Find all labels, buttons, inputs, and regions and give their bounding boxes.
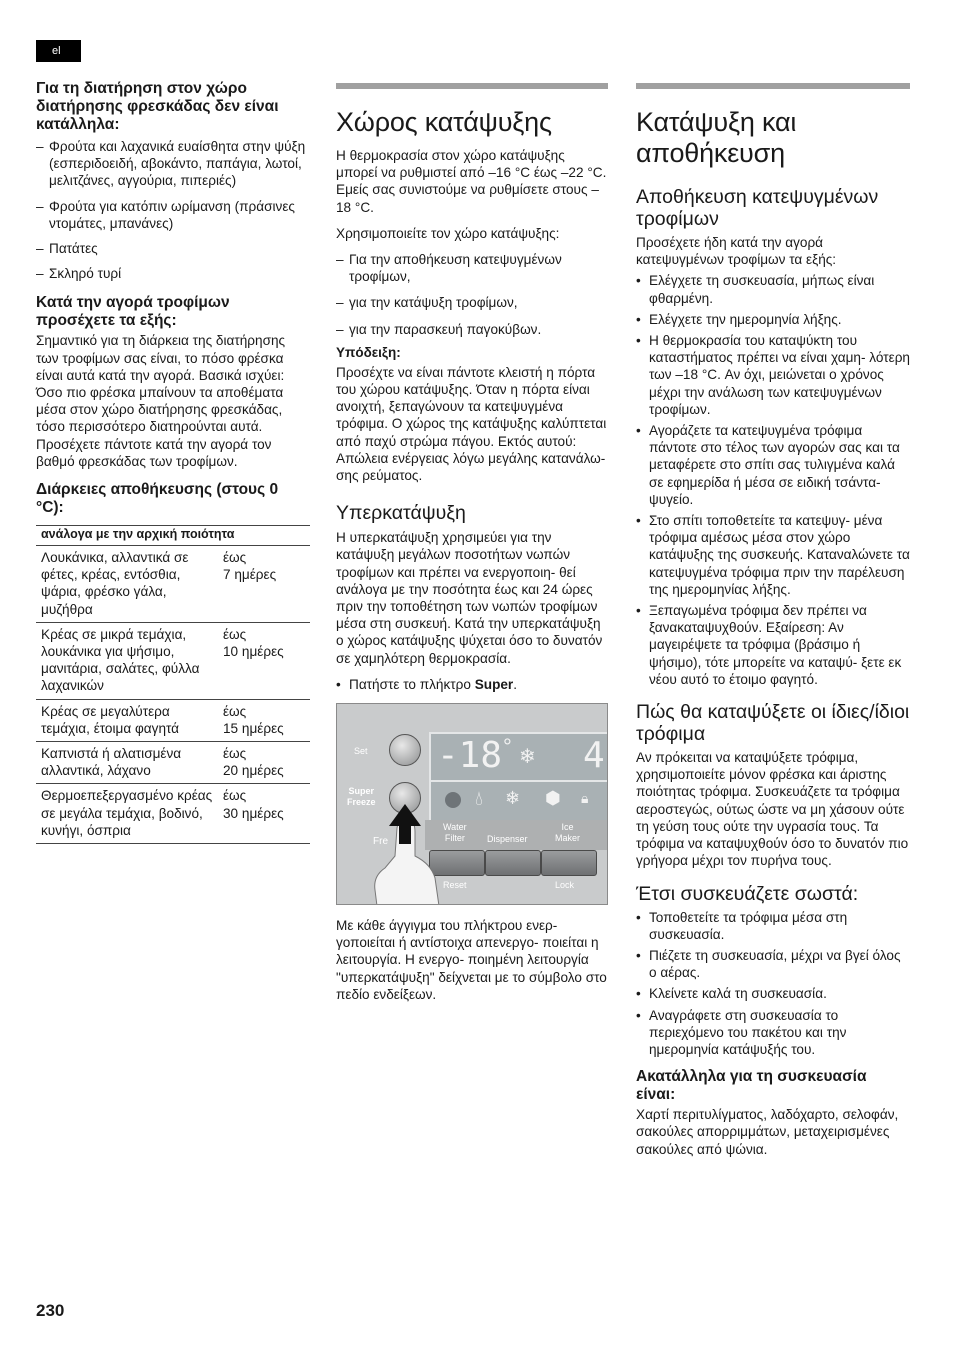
duration-text: 10 ημέρες xyxy=(223,644,284,660)
food-cell: Κρέας σε μεγαλύτερα τεμάχια, έτοιμα φαγητά xyxy=(36,699,218,741)
list-item: • Τοποθετείτε τα τρόφιμα μέσα στη συσκευασία. xyxy=(636,909,910,943)
note-label: Υπόδειξη: xyxy=(336,344,401,360)
duration-cell xyxy=(218,699,310,741)
until-text: έως xyxy=(223,550,247,566)
list-item: • Πιέζετε τη συσκευασία, μέχρι να βγεί όλος ο αέρας. xyxy=(636,947,910,981)
unsuitable-list xyxy=(36,138,310,282)
section-divider xyxy=(636,83,910,89)
list-item: • Ελέγχετε τη συσκευασία, μήπως είναι φθαρμένη. xyxy=(636,272,910,306)
list-item: – για την παρασκευή παγοκύβων. xyxy=(336,321,608,338)
temperature-readout: -18 xyxy=(437,735,503,777)
packing-heading: Έτσι συσκευάζετε σωστά: xyxy=(636,882,859,905)
duration-text: 30 ημέρες xyxy=(223,805,284,821)
dispenser-label: Dispenser xyxy=(487,834,528,845)
lock-label: Lock xyxy=(555,880,575,891)
language-badge: el xyxy=(36,40,81,62)
ice-maker-icon: ⬢ xyxy=(545,788,561,809)
freezer-use-list xyxy=(336,251,608,338)
food-cell: Καπνιστά ή αλατισμένα αλλαντικά, λάχανο xyxy=(36,742,218,784)
table-row xyxy=(36,546,310,623)
super-freeze-explanation: Με κάθε άγγιγμα του πλήκτρου ενερ- γοποιείται ή αντίστοιχα απενεργο- ποιείται η λειτουργία. Η ενεργο- ποιημένη λειτουργία "υπερκατάψυξη" δείχνεται με το σύμβολο στο πεδίο ενδείξεων. xyxy=(336,918,607,1002)
reset-label: Reset xyxy=(443,880,467,891)
note-text: Προσέχτε να είναι πάντοτε κλειστή η πόρτα του χώρου κατάψυξης. Όταν η πόρτα είναι ανοιχτή, ξεπαγώνουν τα κατεψυγμένα τρόφιμα. Ο χώρος της κατάψυξης καλύπτεται από παχύ στρώμα πάγου. Εκτός αυτού: Απώλεια ενέργειας λόγω μεγάλης κατανάλω- σης ρεύματος. xyxy=(336,364,607,484)
duration-text: 7 ημέρες xyxy=(223,567,277,583)
column-1 xyxy=(36,80,310,844)
duration-text: 20 ημέρες xyxy=(223,763,284,779)
ice-cubes-icon: ❄ xyxy=(505,788,521,809)
packing-list xyxy=(636,909,910,1059)
ice-maker-label: Ice Maker xyxy=(555,822,581,844)
until-text: έως xyxy=(223,703,247,719)
freezer-title: Χώρος κατάψυξης xyxy=(336,107,552,137)
purchase-heading: Κατά την αγορά τροφίμων προσέχετε τα εξής: xyxy=(36,294,230,330)
list-item: – Για την αποθήκευση κατεψυγμένων τροφίμων, xyxy=(336,251,608,285)
unsuitable-heading: Για τη διατήρηση στον χώρο διατήρησης φρεσκάδας δεν είναι κατάλληλα: xyxy=(36,80,279,133)
frozen-storage-heading: Αποθήκευση κατεψυγμένων τροφίμων xyxy=(636,186,879,230)
frozen-storage-intro: Προσέχετε ήδη κατά την αγορά κατεψυγμένων τροφίμων τα εξής: xyxy=(636,235,837,268)
table-header: ανάλογα με την αρχική ποιότητα xyxy=(36,526,310,546)
storage-duration-heading: Διάρκειες αποθήκευσης (στους 0 °C): xyxy=(36,481,279,517)
list-item: • Ξεπαγωμένα τρόφιμα δεν πρέπει να ξανακαταψυχθούν. Εξαίρεση: Αν μαγειρέψετε τα τρόφιμα (βράσιμο ή ψήσιμο), τότε μπορείτε να καταψύ- ξετε εκ νέου αυτό το έτοιμο φαγητό. xyxy=(636,602,910,688)
freezer-use-text: Χρησιμοποιείτε τον χώρο κατάψυξης: xyxy=(336,225,560,241)
list-item: – Φρούτα για κατόπιν ωρίμανση (πράσινες ντομάτες, μπανάνες) xyxy=(36,198,310,232)
food-cell: Λουκάνικα, αλλαντικά σε φέτες, κρέας, εντόσθια, ψάρια, φρέσκο γάλα, μυζήθρα xyxy=(36,546,218,623)
list-item: • Αγοράζετε τα κατεψυγμένα τρόφιμα πάντοτε στο τέλος των αγορών σας και τα μεταφέρετε στο σπίτι σας τυλιγμένα καλά σε εφημερίδα ή μέσα σε ειδική τσάντα-ψυγείο. xyxy=(636,422,910,508)
table-row xyxy=(36,784,310,844)
list-item: • Στο σπίτι τοποθετείτε τα κατεψυγ- μένα τρόφιμα αμέσως μέσα στον χώρο κατάψυξης της συσκευής. Καταναλώνετε τα κατεψυγμένα τρόφιμα πριν την παρέλευση της ημερομηνίας λήξης. xyxy=(636,512,910,598)
list-item: – Σκληρό τυρί xyxy=(36,265,310,282)
set-label: Set xyxy=(354,746,368,757)
how-to-freeze-heading: Πώς θα καταψύξετε οι ίδιες/ίδιοι τρόφιμα xyxy=(636,701,910,746)
degree-symbol: ° xyxy=(503,734,512,760)
column-3 xyxy=(636,83,910,1158)
storage-table xyxy=(36,525,310,844)
super-freeze-title: Υπερκατάψυξη xyxy=(336,502,466,525)
table-row xyxy=(36,742,310,784)
list-item: • Κλείνετε καλά τη συσκευασία. xyxy=(636,985,910,1002)
list-item xyxy=(336,676,608,693)
page-number: 230 xyxy=(36,1301,65,1320)
press-instruction-list xyxy=(336,676,608,693)
until-text: έως xyxy=(223,788,247,804)
list-item: – Πατάτες xyxy=(36,240,310,257)
press-prefix: Πατήστε το πλήκτρο xyxy=(349,676,471,692)
list-item: • Αναγράφετε στη συσκευασία το περιεχόμενο του πακέτου και την ημερομηνία κατάψυξής του. xyxy=(636,1007,910,1059)
food-cell: Κρέας σε μικρά τεμάχια, λουκάνικα για ψήσιμο, μανιτάρια, σαλάτες, φύλλα λαχανικών xyxy=(36,622,218,699)
super-freeze-text: Η υπερκατάψυξη χρησιμεύει για την κατάψυξη μεγάλων ποσοτήτων νωπών τροφίμων και πρέπει να ενεργοποιη- θεί ανάλογα με την ποσότητα έως και 24 ώρες πριν την τοποθέτηση των νωπών τροφίμων μέσα στη συσκευή. Κατά την υπερκατάψυξη ο χώρος κατάψυξης ψύχεται όσο το δυνατόν σε χαμηλότερη θερμοκρασία. xyxy=(336,530,603,666)
press-suffix: . xyxy=(513,676,518,692)
freezer-label: Fre xyxy=(373,836,388,848)
until-text: έως xyxy=(223,746,247,762)
section-divider xyxy=(336,83,608,89)
finger-pointer-icon xyxy=(337,704,608,905)
food-cell: Θερμοεπεξεργασμένο κρέας σε μεγάλα τεμάχια, βοδινό, κυνήγι, όσπρια xyxy=(36,784,218,844)
list-item: – για την κατάψυξη τροφίμων, xyxy=(336,294,608,311)
water-drop-icon: 💧︎ xyxy=(475,788,483,811)
duration-cell xyxy=(218,622,310,699)
freezing-storage-title: Κατάψυξη και αποθήκευση xyxy=(636,107,797,168)
list-item: • Η θερμοκρασία του καταψύκτη του καταστήματος πρέπει να είναι χαμη- λότερη των –18 °C. Αν όχι, μειώνεται ο χρόνος μέχρι την ανάλωση των κατεψυγμένων τροφίμων. xyxy=(636,332,910,418)
snowflake-icon: ❄ xyxy=(519,746,536,769)
unsuitable-packing-text: Χαρτί περιτυλίγματος, λαδόχαρτο, σελοφάν, σακούλες απορριμμάτων, μεταχειρισμένες σακούλες από ψώνια. xyxy=(636,1107,899,1157)
duration-cell xyxy=(218,784,310,844)
purchase-text: Σημαντικό για τη διάρκεια της διατήρησης των τροφίμων σας είναι, το πόσο φρέσκα είναι αυτά κατά την αγορά. Βασικά ισχύει: Όσο πιο φρέσκα μπαίνουν τα αποθέματα μέσα στον χώρο διατήρησης φρεσκάδας, τόσο περισσότερο διατηρούνται αυτά. Προσέχετε πάντοτε κατά την αγορά τον βαθμό φρεσκάδας των τροφίμων. xyxy=(36,333,286,469)
frozen-storage-list xyxy=(636,272,910,688)
duration-cell xyxy=(218,546,310,623)
control-panel-illustration xyxy=(336,703,608,905)
list-item: – Φρούτα και λαχανικά ευαίσθητα στην ψύξη (εσπεριδοειδή, αβοκάντο, παπάγια, λωτοί, μελιτζάνες, αγγούρια, πιπεριές) xyxy=(36,138,310,190)
super-freeze-label: Super Freeze xyxy=(347,786,376,808)
lock-icon: 🔒︎ xyxy=(581,790,589,807)
freezer-intro: Η θερμοκρασία στον χώρο κατάψυξης μπορεί να ρυθμιστεί από –16 °C έως –22 °C. Εμείς σας συνιστούμε να ρυθμίσετε στους –18 °C. xyxy=(336,148,607,215)
how-to-freeze-text: Αν πρόκειται να καταψύξετε τρόφιμα, χρησιμοποιείτε μόνον φρέσκα και άριστης ποιότητας τρόφιμα. Συσκευάζετε τα τρόφιμα αεροστεγώς, ούτως ώστε να μη χάσουν ούτε τη γεύση τους ούτε την υγρασία τους. Τα τρόφιμα να καταψυχθούν όσο το δυνατόν πιο γρήγορα μέχρι τον πυρήνα τους. xyxy=(636,750,909,869)
until-text: έως xyxy=(223,626,247,642)
unsuitable-packing-heading: Ακατάλληλα για τη συσκευασία είναι: xyxy=(636,1068,867,1104)
super-key-label: Super xyxy=(474,676,514,692)
table-row xyxy=(36,622,310,699)
duration-cell xyxy=(218,742,310,784)
water-filter-label: Water Filter xyxy=(443,822,467,844)
duration-text: 15 ημέρες xyxy=(223,720,284,736)
fridge-temp-partial: 4 xyxy=(583,735,605,777)
list-item: • Ελέγχετε την ημερομηνία λήξης. xyxy=(636,311,910,328)
table-row xyxy=(36,699,310,741)
column-2 xyxy=(336,83,608,1003)
